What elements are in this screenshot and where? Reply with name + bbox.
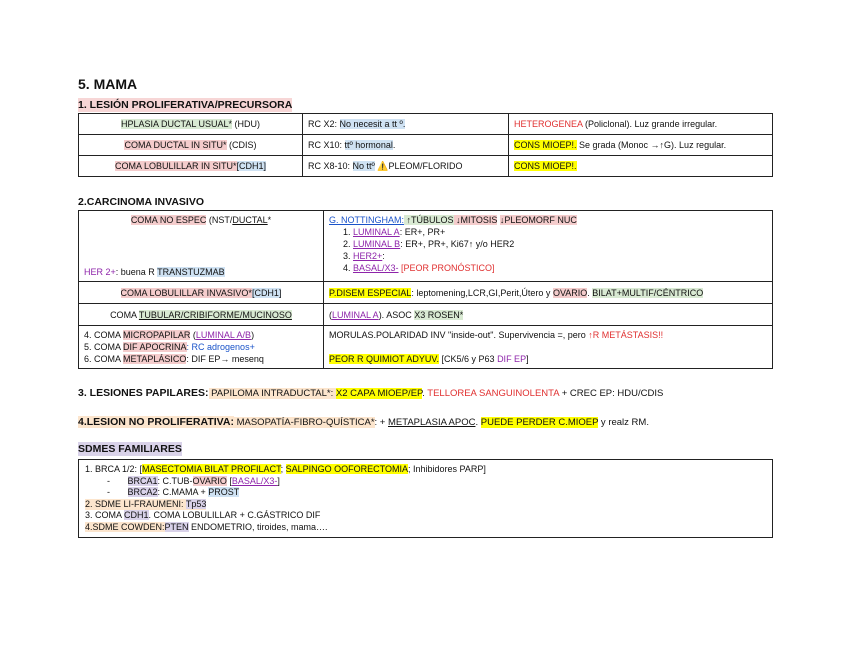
lesion-abbr: [CDH1] <box>236 161 267 171</box>
item-gene: Tp53 <box>185 498 207 509</box>
document-page <box>78 76 773 538</box>
papilares-capa: X2 CAPA MIOEP/EP <box>335 388 423 399</box>
lesion-name-cell <box>79 135 303 156</box>
lesion-name: COMA LOBULILLAR IN SITU* <box>114 161 237 171</box>
table-proliferativa <box>78 113 773 177</box>
item-prost: PROST <box>208 487 240 497</box>
feature-text: Se grada (Monoc →↑G). Luz regular. <box>576 140 727 150</box>
risk-suffix: . <box>392 140 396 150</box>
table-row <box>79 326 773 369</box>
detail-organ: OVARIO <box>552 287 588 298</box>
feature-key: CONS MIOEP!. <box>514 161 577 171</box>
no-prolif-sep2: . <box>475 417 481 428</box>
item-open: [ <box>226 475 232 486</box>
table-row <box>79 282 773 304</box>
risk-cell <box>303 135 509 156</box>
papilares-name: PAPILOMA INTRADUCTAL*: <box>208 388 336 399</box>
list-item <box>353 226 767 238</box>
carcinoma-detail-cell <box>324 326 773 369</box>
detail-text: ). ASOC <box>378 309 415 320</box>
carcinoma-name: COMA LOBULILLAR INVASIVO* <box>120 287 252 298</box>
risk-text: RC X2: <box>308 119 340 129</box>
carcinoma-abbr: [CDH1] <box>251 287 282 298</box>
lesion-abbr: (HDU) <box>232 119 261 129</box>
table-row <box>79 156 773 177</box>
subtype-name: LUMINAL A <box>353 227 400 237</box>
detail-bilat: BILAT+MULTIF/CÉNTRICO <box>592 287 704 298</box>
treatment-text: No ttº <box>352 161 375 171</box>
subtype-name: HER2+ <box>353 251 383 261</box>
item-name: METAPLÁSICO <box>123 354 187 364</box>
detail-luminal: LUMINAL A <box>332 309 379 320</box>
list-item <box>85 487 766 499</box>
detail-sep: . <box>587 287 593 298</box>
section-heading-invasivo: 2.CARCINOMA INVASIVO <box>78 196 205 208</box>
feature-cell <box>509 135 773 156</box>
item-open: ( <box>190 330 196 340</box>
familiares-box <box>78 459 773 538</box>
item-prefix: 4. COMA <box>84 330 124 340</box>
carcinoma-name: COMA NO ESPEC <box>130 215 207 225</box>
table-row <box>79 114 773 135</box>
her2-drug: TRANSTUZMAB <box>157 267 225 277</box>
item-basal: BASAL/X3- <box>231 475 278 486</box>
subtype-name: LUMINAL B <box>353 239 401 249</box>
item-gene: PTEN <box>164 521 189 532</box>
page-title: 5. MAMA <box>78 76 138 92</box>
risk-text: RC X8-10: <box>308 161 353 171</box>
item-text: 3. COMA <box>85 510 125 520</box>
lesion-name: HPLASIA DUCTAL USUAL* <box>120 119 233 129</box>
papilares-telorrea: TELLOREA SANGUINOLENTA <box>427 388 560 399</box>
list-item <box>85 464 766 476</box>
table-row <box>79 304 773 326</box>
item-text: ; Inhibidores PARP] <box>407 464 486 474</box>
warning-text: ⚠️PLEOM/FLORIDO <box>374 161 463 171</box>
item-prefix: 5. COMA <box>84 342 124 352</box>
list-item <box>85 522 766 534</box>
subtype-text: : <box>382 251 385 261</box>
table-row <box>79 211 773 282</box>
detail-key: P.DISEM ESPECIAL <box>329 287 412 298</box>
item-name: MICROPAPILAR <box>123 330 191 340</box>
table-row <box>79 135 773 156</box>
papilares-text: + CREC EP: HDU/CDIS <box>559 388 664 399</box>
feature-key: CONS MIOEP!. <box>514 140 577 150</box>
carcinoma-abbr-star: * <box>267 215 272 225</box>
carcinoma-name: TUBULAR/CRIBIFORME/MUCINOSO <box>138 309 292 320</box>
section-heading-proliferativa: 1. LESIÓN PROLIFERATIVA/PRECURSORA <box>78 99 293 111</box>
item-text: : RC adrogenos+ <box>186 342 255 352</box>
item-prefix: 6. COMA <box>84 354 124 364</box>
papilares-line <box>78 387 773 400</box>
subtype-list <box>329 226 767 274</box>
lesion-name: COMA DUCTAL IN SITU* <box>124 140 227 150</box>
no-prolif-metaplasia: METAPLASIA APOC <box>388 417 476 428</box>
no-prolif-name: MASOPATÍA-FIBRO-QUÍSTICA* <box>233 417 375 428</box>
item-gene: BRCA1 <box>127 475 158 486</box>
item-text: 4.SDME COWDEN: <box>85 521 165 532</box>
item-text: . COMA LOBULILLAR + C.GÁSTRICO DIF <box>148 510 321 520</box>
item-luminal: LUMINAL A/B <box>195 330 252 340</box>
item-text: 2. SDME LI-FRAUMENI: <box>85 498 186 509</box>
list-item <box>353 250 767 262</box>
carcinoma-detail-cell <box>324 304 773 326</box>
detail-metastasis: ↑R METÁSTASIS!! <box>588 330 664 340</box>
item-organ: OVARIO <box>192 475 227 486</box>
item-text: 1. BRCA 1/2: [ <box>85 464 143 474</box>
subtype-text: : ER+, PR+ <box>399 227 446 237</box>
feature-text: (Policlonal). Luz grande irregular. <box>582 119 718 129</box>
item-close: ) <box>251 330 255 340</box>
subtype-text: [PEOR PRONÓSTICO] <box>398 263 495 273</box>
carcinoma-prefix: COMA <box>110 309 139 320</box>
nottingham-pleomorf: ↓PLEOMORF NUC <box>499 215 577 225</box>
detail-open: ( <box>329 309 332 320</box>
risk-cell <box>303 156 509 177</box>
section-heading-familiares: SDMES FAMILIARES <box>78 443 182 455</box>
papilares-sep: . <box>422 388 428 399</box>
table-invasivo <box>78 210 773 369</box>
carcinoma-abbr-ductal: DUCTAL <box>232 215 268 225</box>
risk-text: RC X10: <box>308 140 345 150</box>
item-dash: - <box>107 475 128 486</box>
item-gene: CDH1 <box>124 510 149 520</box>
treatment-text: ttº hormonal <box>344 140 393 150</box>
item-highlight: SALPINGO OOFORECTOMIA <box>285 464 408 474</box>
subtype-name: BASAL/X3- <box>353 263 399 273</box>
detail-dif-ep: DIF EP <box>497 354 527 364</box>
nottingham-label: G. NOTTINGHAM: <box>329 215 404 225</box>
item-sep: ; <box>280 464 286 474</box>
detail-text: MORULAS.POLARIDAD INV "inside-out". Supervivencia =, pero <box>329 330 589 340</box>
no-prolif-miolep: PUEDE PERDER C.MIOEP <box>480 417 599 428</box>
section-heading-no-proliferativa: 4.LESION NO PROLIFERATIVA: <box>78 416 234 428</box>
lesion-name-cell <box>79 156 303 177</box>
nottingham-tubulos: ↑TÚBULOS <box>404 215 454 225</box>
subtype-text: : ER+, PR+, Ki67↑ y/o HER2 <box>400 239 515 249</box>
no-proliferativa-line <box>78 416 773 429</box>
item-highlight: MASECTOMIA BILAT PROFILACT <box>142 464 281 474</box>
nottingham-cell <box>324 211 773 282</box>
detail-ck: [CK5/6 y P63 <box>439 354 498 364</box>
carcinoma-detail-cell <box>324 282 773 304</box>
feature-key: HETEROGENEA <box>514 119 583 129</box>
detail-close: ] <box>526 354 529 364</box>
carcinoma-list-cell <box>79 326 324 369</box>
list-item <box>85 510 766 522</box>
list-item <box>353 238 767 250</box>
item-dash: - <box>107 487 128 497</box>
detail-quimio: PEOR R QUIMIOT ADYUV. <box>329 354 440 364</box>
lesion-name-cell <box>79 114 303 135</box>
detail-text: : leptomening,LCR,GI,Perit,Útero y <box>411 287 553 298</box>
item-text: : C.MAMA + <box>157 487 209 497</box>
carcinoma-abbr: (NST/ <box>206 215 233 225</box>
list-item <box>353 262 767 274</box>
feature-cell <box>509 156 773 177</box>
item-gene: BRCA2 <box>127 487 158 497</box>
no-prolif-sep: : + <box>374 417 388 428</box>
detail-rosen: X3 ROSEN* <box>414 309 464 320</box>
her2-text: : buena R <box>115 267 158 277</box>
carcinoma-name-cell <box>79 304 324 326</box>
no-prolif-text: y realz RM. <box>598 417 649 428</box>
lesion-abbr: (CDIS) <box>226 140 257 150</box>
risk-cell <box>303 114 509 135</box>
feature-cell <box>509 114 773 135</box>
item-text: ENDOMETRIO, tiroides, mama…. <box>188 521 328 532</box>
nottingham-mitosis: ↓MITOSIS <box>453 215 498 225</box>
item-text: : C.TUB- <box>157 475 193 486</box>
her2-label: HER 2+ <box>84 267 116 277</box>
section-heading-papilares: 3. LESIONES PAPILARES: <box>78 387 209 399</box>
item-name: DIF APOCRINA <box>123 342 187 352</box>
treatment-text: No necesit a tt º. <box>339 119 406 129</box>
item-text: : DIF EP→ mesenq <box>186 354 264 364</box>
carcinoma-name-cell <box>79 282 324 304</box>
carcinoma-name-cell <box>79 211 324 282</box>
list-item <box>85 476 766 488</box>
item-close: ] <box>277 475 280 486</box>
list-item <box>85 499 206 511</box>
